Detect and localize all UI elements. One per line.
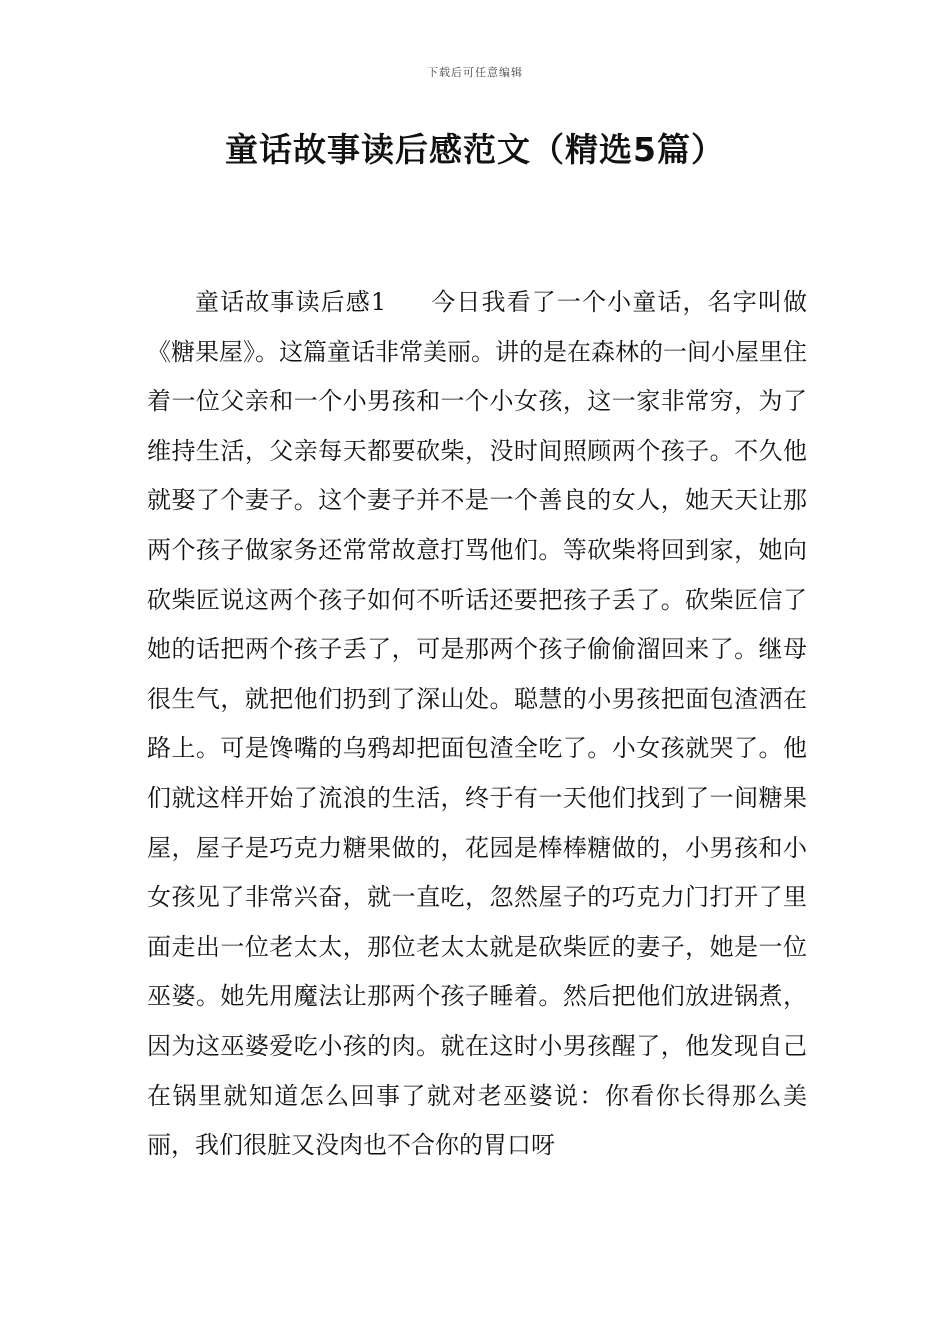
paragraph-text: 今日我看了一个小童话，名字叫做《糖果屋》。这篇童话非常美丽。讲的是在森林的一间小屋里住着一位父亲和一个小男孩和一个小女孩，这一家非常穷，为了维持生活，父亲每天都要砍柴，没时间照顾两个孩子。不久他就娶了个妻子。这个妻子并不是一个善良的女人，她天天让那两个孩子做家务还常常故意打骂他们。等砍柴将回到家，她向砍柴匠说这两个孩子如何不听话还要把孩子丢了。砍柴匠信了她的话把两个孩子丢了，可是那两个孩子偷偷溜回来了。继母很生气，就把他们扔到了深山处。聪慧的小男孩把面包渣洒在路上。可是馋嘴的乌鸦却把面包渣全吃了。小女孩就哭了。他们就这样开始了流浪的生活，终于有一天他们找到了一间糖果屋，屋子是巧克力糖果做的，花园是棒棒糖做的，小男孩和小女孩见了非常兴奋，就一直吃，忽然屋子的巧克力门打开了里面走出一位老太太，那位老太太就是砍柴匠的妻子，她是一位巫婆。她先用魔法让那两个孩子睡着。然后把他们放进锅煮，因为这巫婆爱吃小孩的肉。就在这时小男孩醒了，他发现自己在锅里就知道怎么回事了就对老巫婆说：你看你长得那么美丽，我们很脏又没肉也不合你的胃口呀: [147, 288, 807, 1160]
section-heading: 童话故事读后感1: [195, 288, 387, 316]
header-note: 下载后可任意编辑: [427, 66, 523, 79]
paragraph: [147, 278, 807, 1171]
document-body: [147, 278, 807, 1171]
document-title: 童话故事读后感范文（精选5篇）: [225, 130, 725, 169]
